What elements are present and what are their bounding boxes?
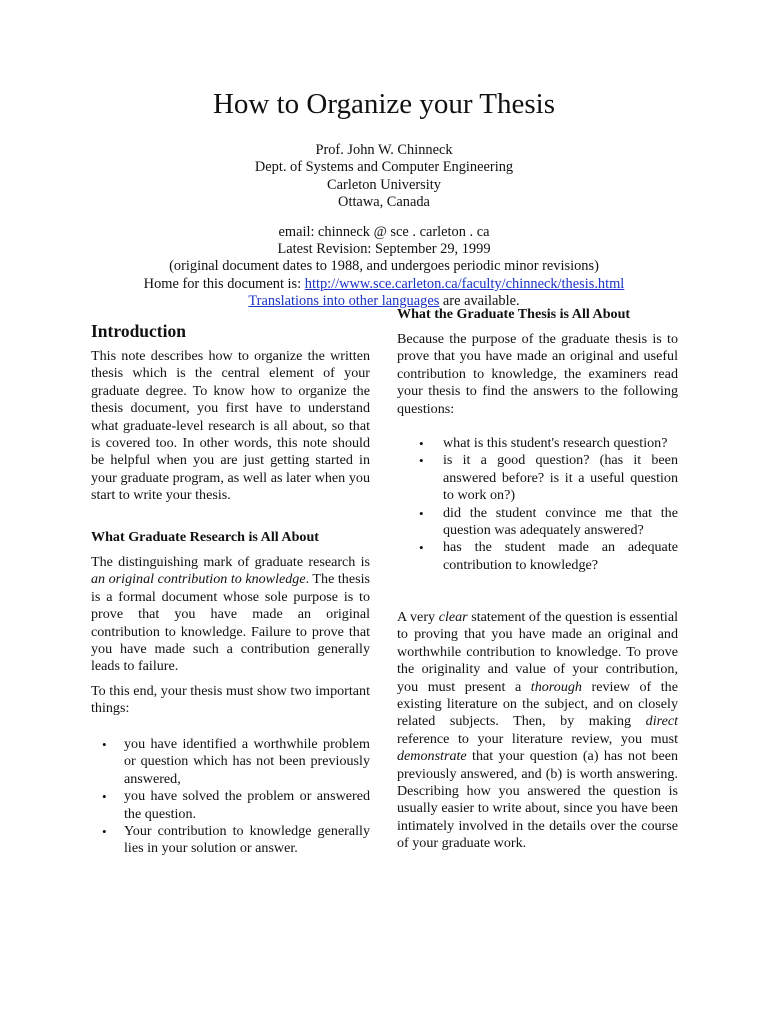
translations-link[interactable]: Translations into other languages <box>248 293 440 310</box>
list-item-text: is it a good question? (has it been answered before? is it a useful question to work on?) <box>443 452 678 504</box>
home-url-link[interactable]: http://www.sce.carleton.ca/faculty/chinneck/thesis.html <box>304 275 625 292</box>
para-text: review of the existing literature on the subject, and on closely related subjects. Then, by making <box>397 678 678 730</box>
para-emphasis: direct <box>645 713 678 730</box>
question-paragraph <box>397 609 678 853</box>
thesis-heading: What the Graduate Thesis is All About <box>397 306 631 322</box>
bullet-icon: • <box>419 453 424 469</box>
home-line <box>0 276 768 293</box>
end-paragraph: To this end, your thesis must show two important things: <box>91 683 370 717</box>
list-item <box>91 823 370 858</box>
research-paragraph-block <box>91 554 370 676</box>
para-emphasis: clear <box>438 609 468 625</box>
left-column <box>91 348 370 505</box>
thesis-paragraph: Because the purpose of the graduate thesis is to prove that you have made an original and useful contribution to knowledge, the examiners read your thesis to find the answers to the following questions: <box>397 331 678 417</box>
email-line: email: chinneck @ sce . carleton . ca <box>278 223 490 240</box>
end-paragraph-block <box>91 683 370 718</box>
bullet-icon: • <box>102 824 107 840</box>
para-text: reference to your literature review, you must <box>397 730 678 747</box>
para-text: A very <box>397 609 439 625</box>
list-item-text: did the student convince me that the question was adequately answered? <box>443 504 678 539</box>
author-location: Ottawa, Canada <box>338 194 430 211</box>
list-item-text: you have solved the problem or answered the question. <box>124 788 370 822</box>
meta-block <box>0 224 768 311</box>
introduction-heading: Introduction <box>91 321 186 341</box>
left-bullet-list <box>91 736 370 858</box>
list-item-text: has the student made an adequate contribution to knowledge? <box>443 539 678 573</box>
author-name: Prof. John W. Chinneck <box>315 142 453 158</box>
para-text: that your question (a) has not been previously answered, and (b) is worth answering. Describing how you answered the question is usually easier to write about, since you have been intimately involved in the details over the course of your graduate work. <box>397 748 678 852</box>
original-note: (original document dates to 1988, and undergoes periodic minor revisions) <box>169 258 599 275</box>
bullet-icon: • <box>102 789 107 805</box>
author-university: Carleton University <box>327 176 441 193</box>
research-section <box>91 529 370 546</box>
author-dept: Dept. of Systems and Computer Engineering <box>254 159 514 176</box>
bullet-icon: • <box>102 737 107 752</box>
list-item <box>397 452 678 504</box>
research-paragraph <box>91 554 370 676</box>
right-para2-block <box>397 609 678 853</box>
para-emphasis: thorough <box>530 678 582 695</box>
introduction-paragraph: This note describes how to organize the written thesis which is the central element of your graduate degree. To know how to organize the thesis document, you first have to understand what graduate-level research is all about, so that is covered too. In other words, this note should be helpful when you are just getting started in your graduate program, as well as later when you start to write your thesis. <box>91 348 370 504</box>
bullet-icon: • <box>419 540 424 556</box>
research-heading: What Graduate Research is All About <box>91 529 319 545</box>
right-para1-block <box>397 331 678 418</box>
document-title: How to Organize your Thesis <box>212 88 556 120</box>
research-para-text: The distinguishing mark of graduate research is <box>91 554 370 570</box>
bullet-icon: • <box>419 505 424 521</box>
list-item <box>91 788 370 823</box>
para-emphasis: demonstrate <box>397 748 467 765</box>
revision-line: Latest Revision: September 29, 1999 <box>277 241 491 258</box>
home-prefix: Home for this document is: <box>143 275 305 292</box>
list-item <box>397 539 678 574</box>
author-block <box>0 142 768 311</box>
list-item-text: what is this student's research question? <box>443 435 668 451</box>
list-item <box>91 736 370 788</box>
para-text: statement of the question is essential to proving that you have made an original and worthwhile contribution to knowledge. To prove the originality and value of your contribution, you must present a <box>397 609 679 695</box>
list-item-text: you have identified a worthwhile problem or question which has not been previously answered, <box>124 736 370 787</box>
list-item-text: Your contribution to knowledge generally lies in your solution or answer. <box>124 823 370 857</box>
list-item <box>397 435 678 452</box>
list-item <box>397 505 678 540</box>
bullet-icon: • <box>419 436 424 451</box>
right-heading-block <box>397 306 678 323</box>
research-para-text-end: . The thesis is a formal document whose sole purpose is to prove that you have made an original contribution to knowledge. Failure to prove that you have made such a contribution generally leads to failure. <box>91 571 370 675</box>
research-para-emphasis: an original contribution to knowledge <box>91 571 306 588</box>
right-bullet-list <box>397 435 678 574</box>
translations-suffix: are available. <box>439 293 520 310</box>
